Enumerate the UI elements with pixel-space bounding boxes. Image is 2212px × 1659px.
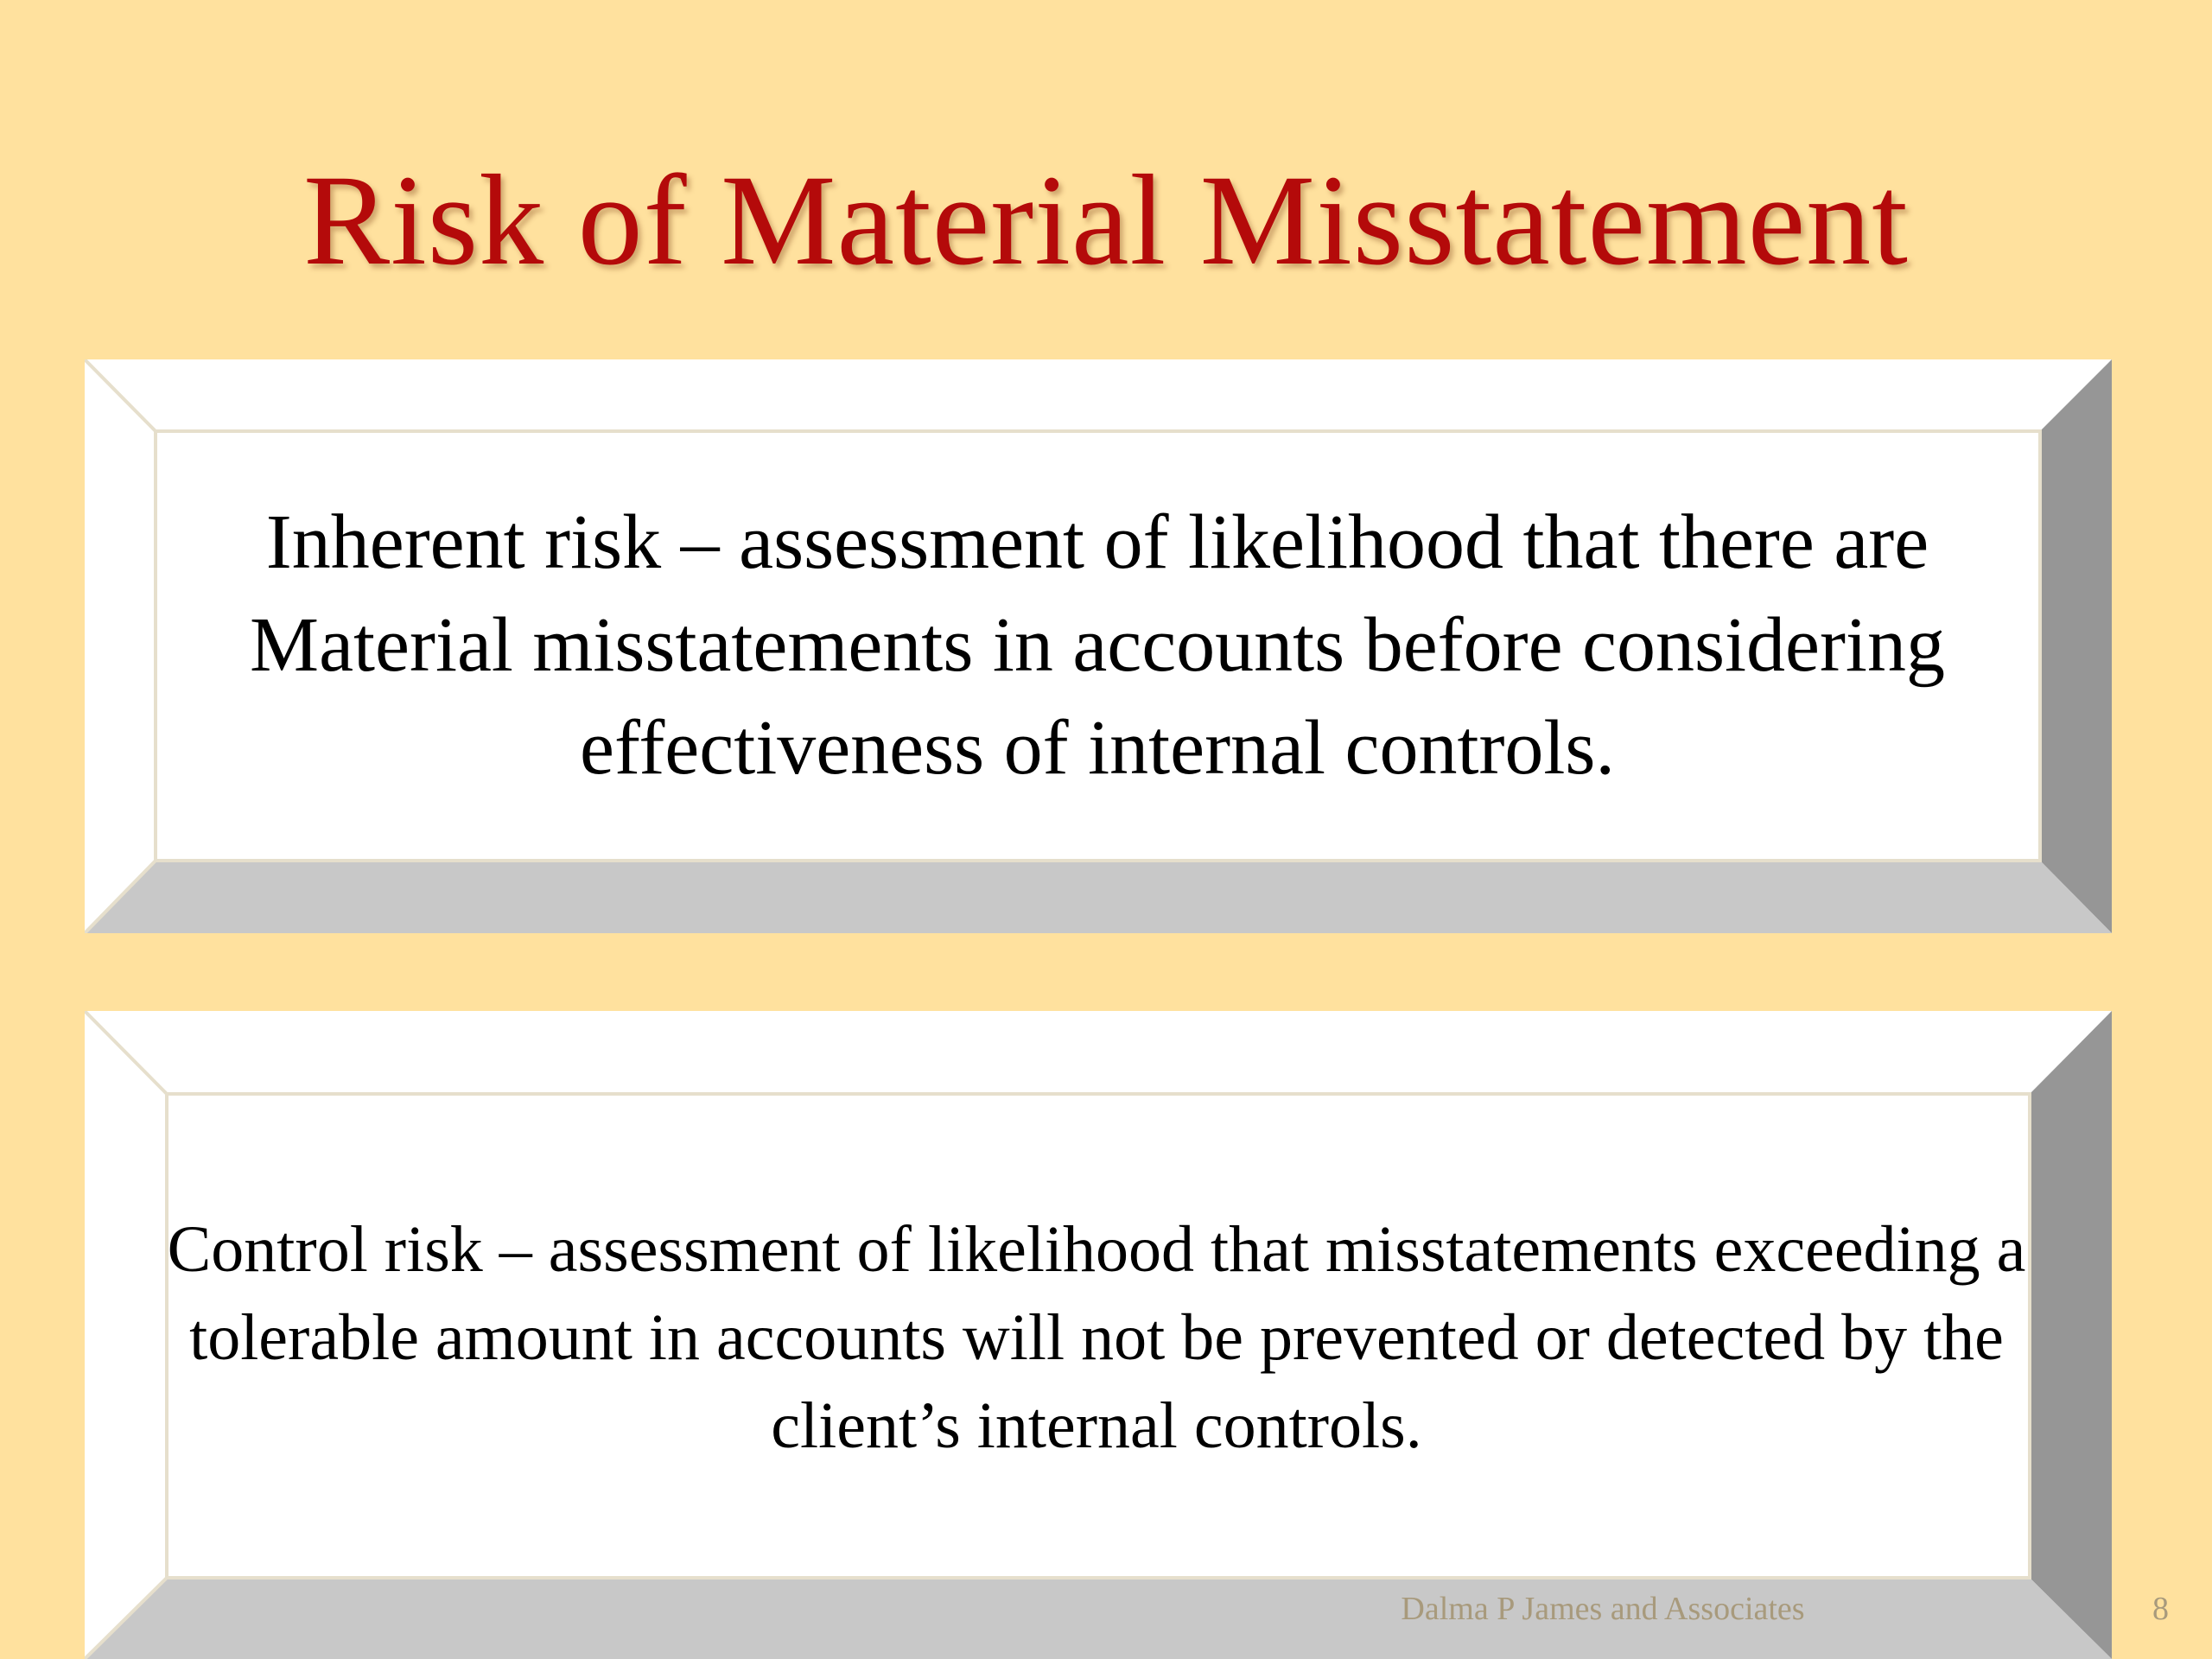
control-risk-text: Control risk – assessment of likelihood that misstatements exceeding a tolerable amount in accounts will not be prevented or detected by the client’s internal controls. (167, 1213, 2026, 1462)
page-number: 8 (2152, 1591, 2169, 1627)
inherent-risk-box (85, 359, 2112, 933)
control-risk-box (85, 1011, 2112, 1659)
slide-title: Risk of Material Misstatement (303, 149, 1909, 292)
footer-text: Dalma P James and Associates (1401, 1591, 1805, 1627)
inherent-risk-text: Inherent risk – assessment of likelihood that there are Material misstatements in accounts before considering effectiveness of internal controls. (250, 499, 1945, 791)
